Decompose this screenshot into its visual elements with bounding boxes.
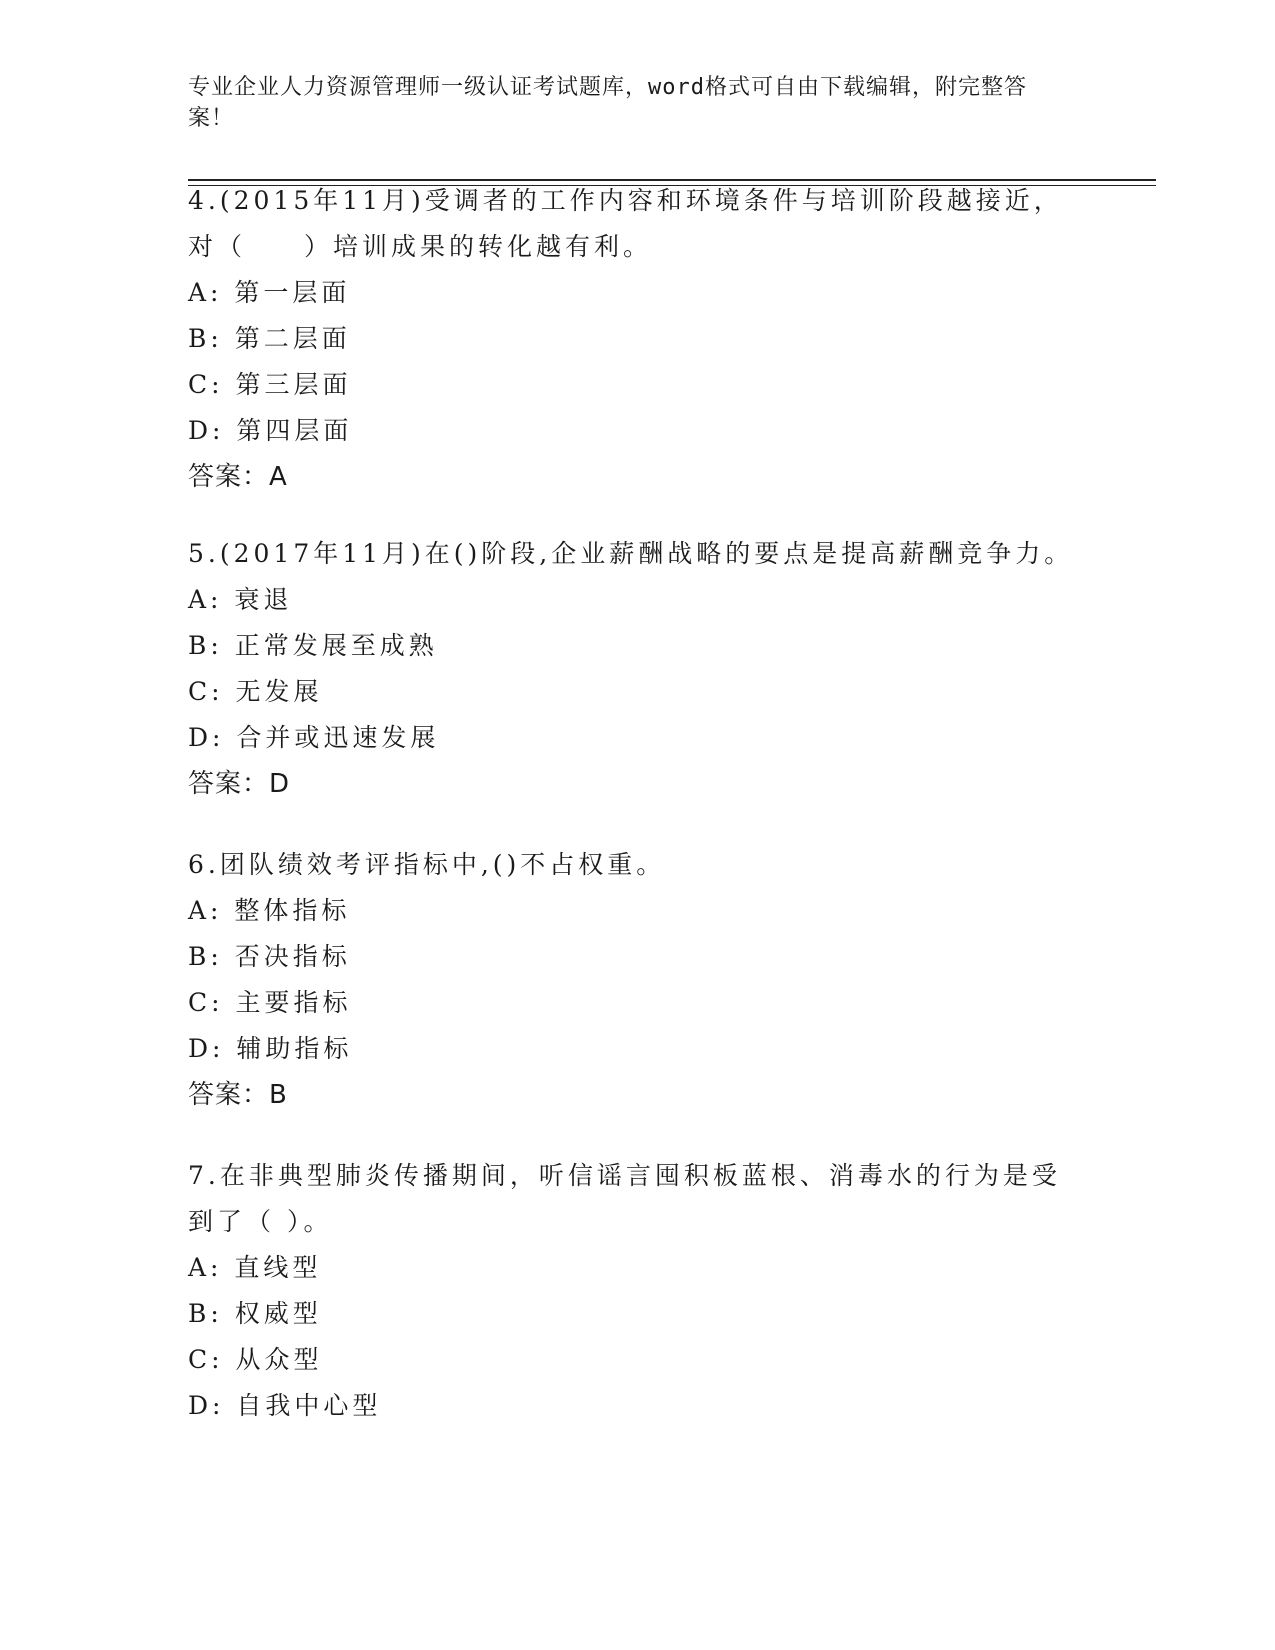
option-c: C: 从众型: [188, 1345, 323, 1374]
answer-label: 答案：A: [188, 462, 288, 492]
option-c: C: 无发展: [188, 677, 323, 706]
question-stem: 5.(2017年11月)在()阶段,企业薪酬战略的要点是提高薪酬竞争力。: [188, 539, 1074, 568]
question-4: [188, 178, 1088, 500]
option-a: A: 直线型: [188, 1253, 322, 1282]
document-header: 专业企业人力资源管理师一级认证考试题库，word格式可自由下载编辑，附完整答案！: [188, 75, 1027, 131]
option-a: A: 第一层面: [188, 278, 351, 307]
option-b: B: 否决指标: [188, 942, 351, 971]
option-d: D: 辅助指标: [188, 1034, 353, 1063]
question-5: [188, 531, 1088, 807]
option-d: D: 自我中心型: [188, 1391, 382, 1420]
option-b: B: 权威型: [188, 1299, 322, 1328]
option-d: D: 第四层面: [188, 416, 353, 445]
question-stem: 7.在非典型肺炎传播期间，听信谣言囤积板蓝根、消毒水的行为是受到了（ ）。: [188, 1161, 1061, 1236]
option-c: C: 主要指标: [188, 988, 352, 1017]
option-b: B: 第二层面: [188, 324, 351, 353]
question-7: [188, 1153, 1088, 1429]
option-d: D: 合并或迅速发展: [188, 723, 440, 752]
option-b: B: 正常发展至成熟: [188, 631, 438, 660]
option-c: C: 第三层面: [188, 370, 352, 399]
question-stem: 6.团队绩效考评指标中,()不占权重。: [188, 850, 666, 879]
question-6: [188, 842, 1088, 1118]
option-a: A: 整体指标: [188, 896, 351, 925]
answer-label: 答案：D: [188, 769, 291, 799]
option-a: A: 衰退: [188, 585, 293, 614]
answer-label: 答案：B: [188, 1080, 288, 1110]
question-stem: 4.(2015年11月)受调者的工作内容和环境条件与培训阶段越接近，对（ ）培训成果的转化越有利。: [188, 186, 1063, 261]
